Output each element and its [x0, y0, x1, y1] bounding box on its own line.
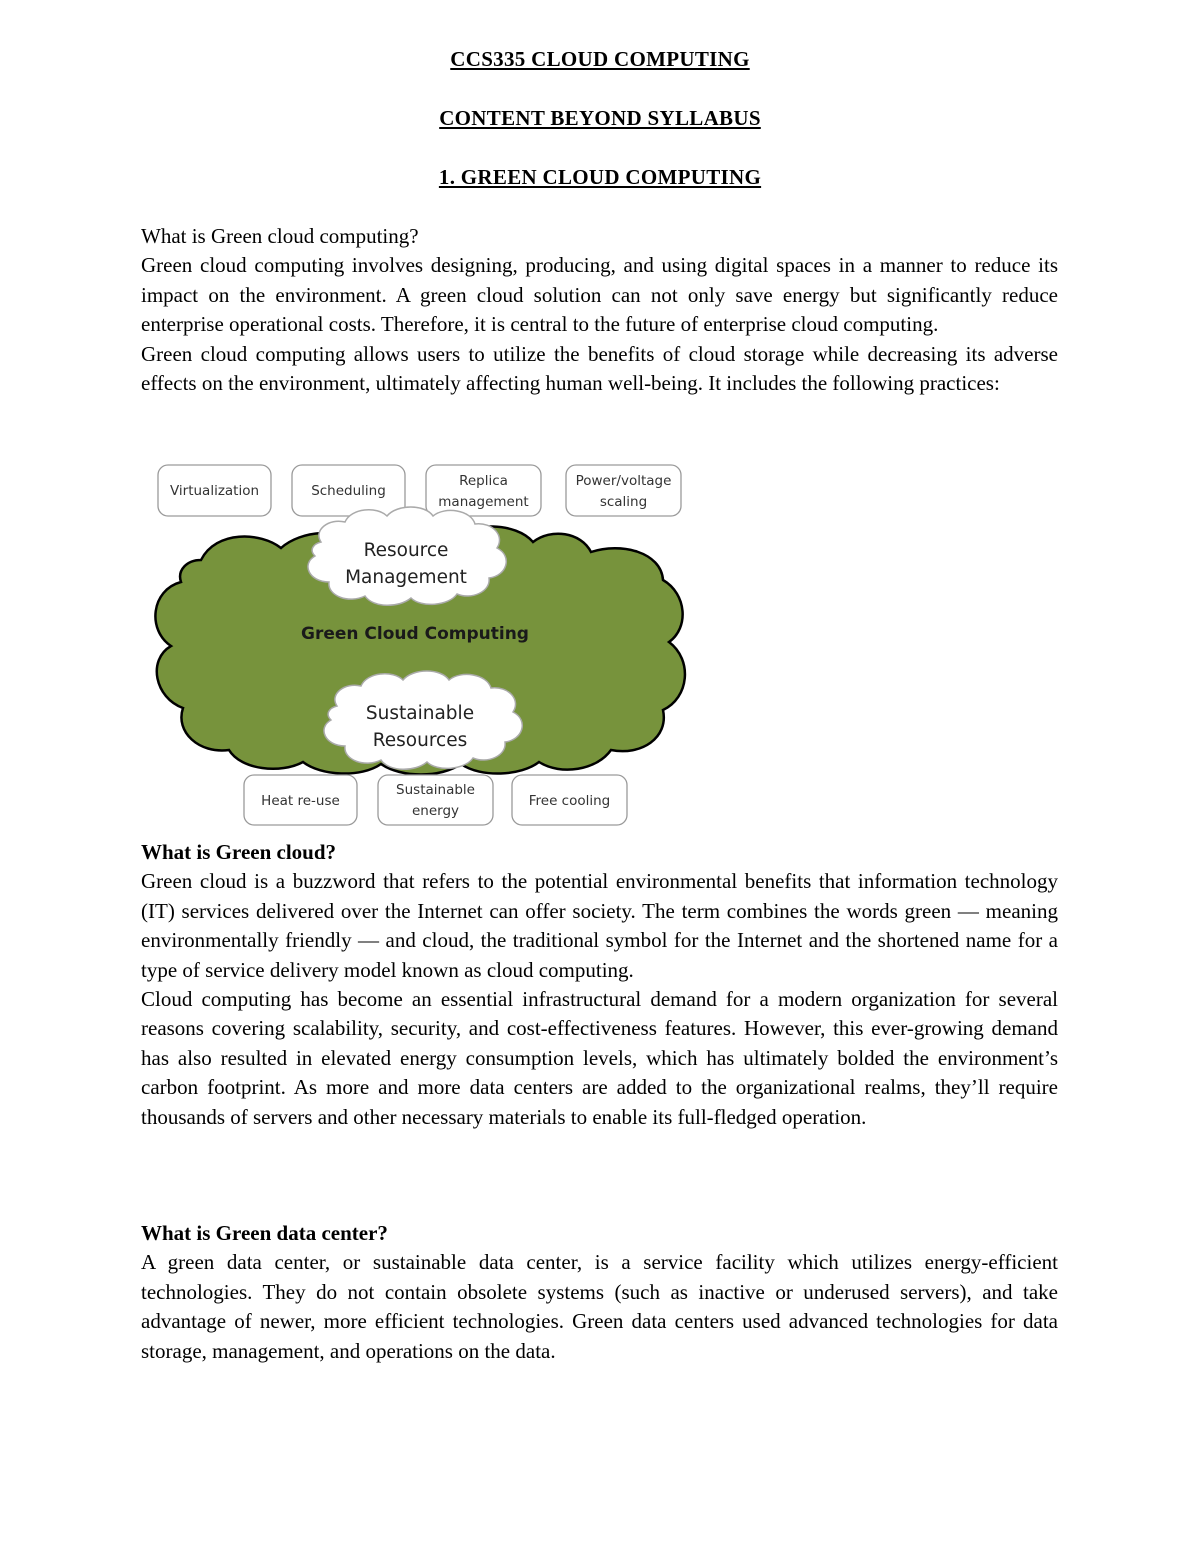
practice-box	[566, 465, 681, 516]
course-title: CCS335 CLOUD COMPUTING	[450, 47, 750, 71]
paragraph: Green cloud is a buzzword that refers to the potential environmental benefits that information technology (IT) services delivered over the Internet can offer society. The term combines the words green — meaning environmentally friendly — and cloud, the traditional symbol for the Internet and the shortened name for a type of service delivery model known as cloud computing.	[141, 869, 1058, 982]
paragraph: A green data center, or sustainable data center, is a service facility which utilizes energy-efficient technologies. They do not contain obsolete systems (such as inactive or underused servers), and take advantage of newer, more efficient technologies. Green data centers used advanced technologies for data storage, management, and operations on the data.	[141, 1250, 1058, 1363]
paragraph: Green cloud computing involves designing, producing, and using digital spaces in a manner to reduce its impact on the environment. A green cloud solution can not only save energy but significantly reduce enterprise operational costs. Therefore, it is central to the future of enterprise cloud computing.	[141, 253, 1058, 337]
section-green-cloud	[141, 838, 1058, 1132]
practice-label: Power/voltage	[575, 473, 672, 489]
practice-label: energy	[411, 803, 460, 819]
practice-label: Free cooling	[528, 793, 611, 809]
section-green-cloud-computing	[141, 222, 1058, 398]
paragraph: Green cloud computing allows users to utilize the benefits of cloud storage while decreasing its adverse effects on the environment, ultimately affecting human well-being. It includes the following practices:	[141, 341, 1058, 396]
practice-box	[158, 465, 271, 516]
topic-heading: 1. GREEN CLOUD COMPUTING	[438, 165, 762, 189]
practice-label: Virtualization	[169, 483, 260, 499]
practice-box	[244, 775, 357, 825]
practice-label: management	[438, 494, 529, 510]
content-heading: CONTENT BEYOND SYLLABUS	[439, 106, 761, 130]
puff-label: Resource	[363, 540, 449, 561]
section-green-data-center	[141, 1219, 1058, 1366]
puff-label: Sustainable	[365, 703, 475, 724]
practice-box	[292, 465, 405, 516]
practice-label: Heat re-use	[261, 793, 340, 809]
puff-label: Resources	[372, 730, 468, 751]
practice-box	[378, 775, 493, 825]
paragraph: Cloud computing has become an essential infrastructural demand for a modern organization for several reasons covering scalability, security, and cost-effectiveness features. However, this ever-growing demand has also resulted in elevated energy consumption levels, which has ultimately bolded the environment’s carbon footprint. As more and more data centers are added to the organizational realms, they’ll require thousands of servers and other necessary materials to enable its full-fledged operation.	[141, 987, 1058, 1129]
practice-label: Sustainable	[396, 782, 475, 798]
practice-label: Scheduling	[311, 483, 386, 499]
center-label: Green Cloud Computing	[301, 624, 529, 644]
practice-box	[426, 465, 541, 516]
question-heading: What is Green cloud computing?	[141, 224, 419, 248]
green-cloud-diagram	[141, 460, 701, 832]
question-heading: What is Green data center?	[141, 1221, 388, 1245]
puff-label: Management	[345, 567, 467, 588]
practice-box	[512, 775, 627, 825]
practice-label: Replica	[459, 473, 508, 489]
practice-label: scaling	[599, 494, 648, 510]
question-heading: What is Green cloud?	[141, 840, 337, 864]
